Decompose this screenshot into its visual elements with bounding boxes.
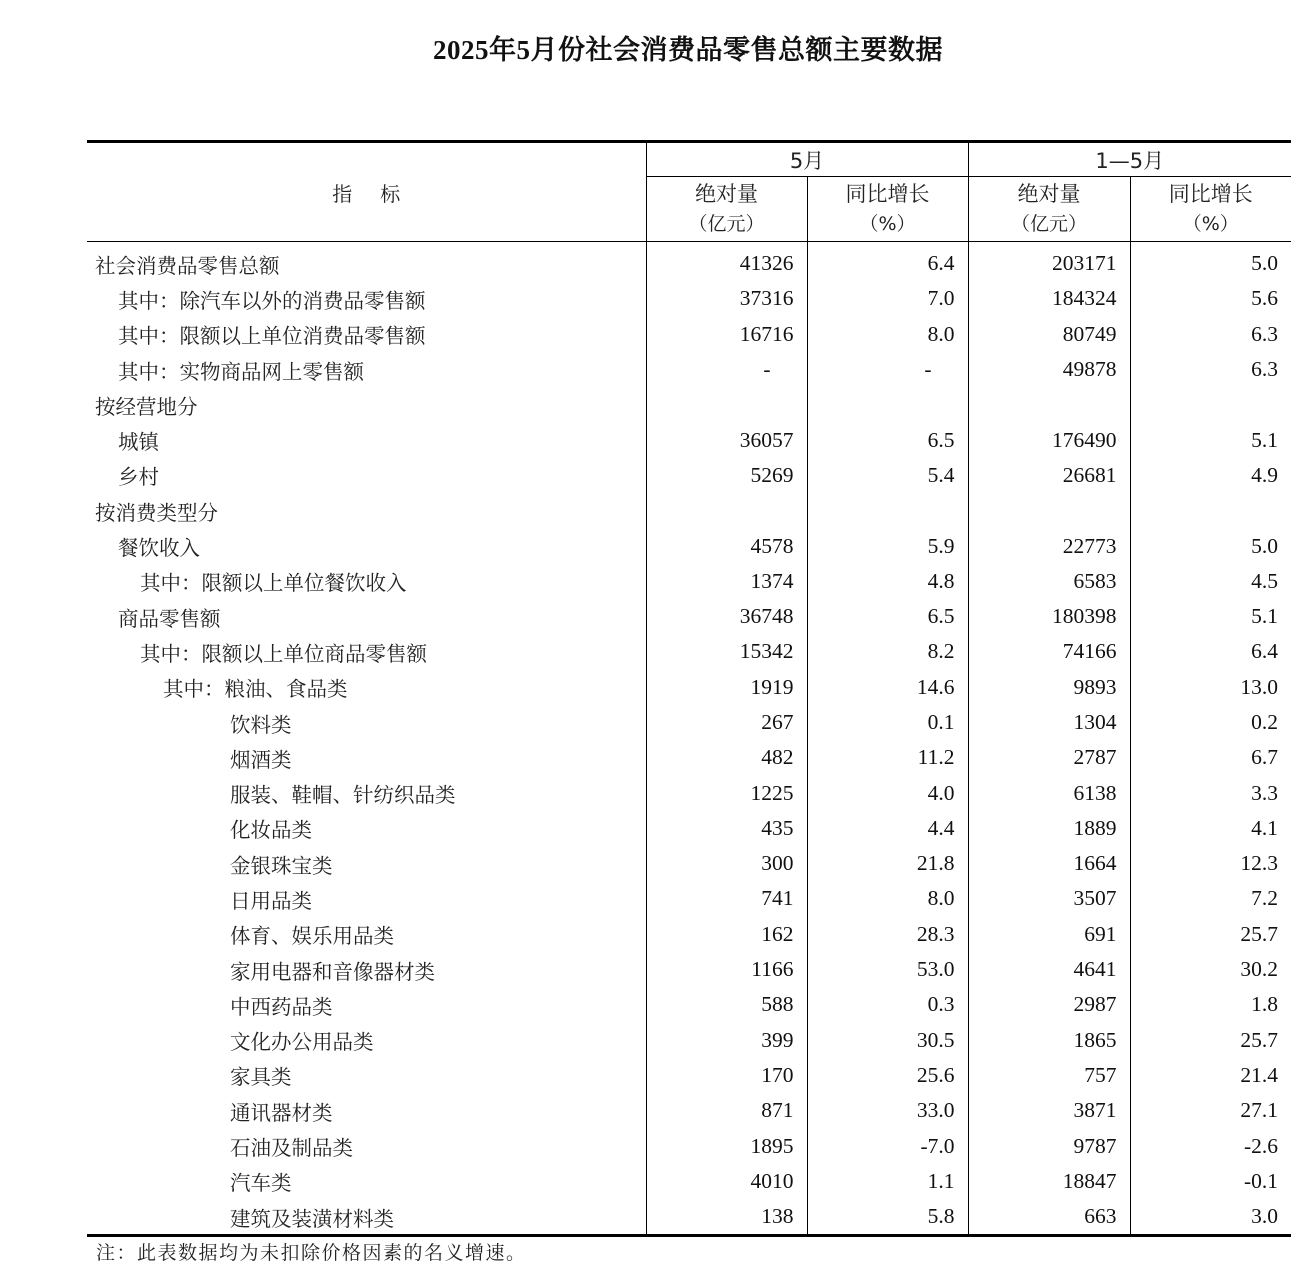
header-period-may: 5月	[646, 142, 968, 177]
cell-ytd-yoy: 5.0	[1130, 242, 1291, 282]
cell-ytd-yoy: 21.4	[1130, 1058, 1291, 1093]
cell-ytd-abs: 74166	[968, 634, 1130, 669]
table-row	[87, 1023, 1291, 1058]
cell-ytd-yoy: 6.3	[1130, 317, 1291, 352]
cell-may-yoy: 8.0	[807, 881, 968, 916]
cell-may-yoy: 6.5	[807, 422, 968, 457]
row-label: 其中：实物商品网上零售额	[118, 359, 364, 384]
cell-may-abs: 36748	[646, 599, 807, 634]
header-unit: （%）	[859, 213, 916, 235]
cell-may-abs: 162	[646, 917, 807, 952]
row-label: 其中：粮油、食品类	[163, 677, 348, 702]
cell-ytd-yoy: 12.3	[1130, 846, 1291, 881]
row-label: 饮料类	[230, 712, 292, 737]
cell-may-yoy: 4.4	[807, 811, 968, 846]
row-label: 社会消费品零售总额	[95, 253, 280, 278]
cell-ytd-abs	[968, 493, 1130, 528]
row-label: 餐饮收入	[118, 536, 200, 561]
header-ytd-yoy	[1130, 177, 1291, 242]
cell-ytd-yoy: 6.4	[1130, 634, 1291, 669]
cell-ytd-yoy: 27.1	[1130, 1093, 1291, 1128]
cell-may-abs: 399	[646, 1023, 807, 1058]
cell-ytd-abs: 1304	[968, 705, 1130, 740]
row-label: 文化办公用品类	[230, 1030, 374, 1055]
cell-ytd-yoy: 4.5	[1130, 564, 1291, 599]
table-row	[87, 775, 1291, 810]
cell-may-abs: 435	[646, 811, 807, 846]
cell-ytd-yoy: 25.7	[1130, 1023, 1291, 1058]
cell-ytd-abs: 691	[968, 917, 1130, 952]
header-unit: （%）	[1182, 213, 1239, 235]
cell-may-abs: 15342	[646, 634, 807, 669]
cell-may-yoy: 25.6	[807, 1058, 968, 1093]
cell-ytd-abs: 3871	[968, 1093, 1130, 1128]
cell-ytd-yoy: 1.8	[1130, 987, 1291, 1022]
footnote: 注：此表数据均为未扣除价格因素的名义增速。	[96, 1242, 527, 1264]
cell-ytd-abs: 176490	[968, 422, 1130, 457]
cell-ytd-yoy: 25.7	[1130, 917, 1291, 952]
cell-ytd-abs: 80749	[968, 317, 1130, 352]
table-row	[87, 1058, 1291, 1093]
row-label: 中西药品类	[230, 994, 333, 1019]
cell-ytd-abs: 184324	[968, 281, 1130, 316]
cell-ytd-abs: 757	[968, 1058, 1130, 1093]
cell-ytd-abs: 663	[968, 1199, 1130, 1236]
table-row	[87, 846, 1291, 881]
table-row	[87, 987, 1291, 1022]
cell-ytd-yoy	[1130, 493, 1291, 528]
cell-ytd-abs: 1889	[968, 811, 1130, 846]
table-row	[87, 952, 1291, 987]
cell-may-yoy: 21.8	[807, 846, 968, 881]
table-row	[87, 317, 1291, 352]
cell-ytd-abs: 1664	[968, 846, 1130, 881]
table-row	[87, 811, 1291, 846]
cell-ytd-yoy: 5.6	[1130, 281, 1291, 316]
cell-may-yoy: 1.1	[807, 1164, 968, 1199]
row-label: 金银珠宝类	[230, 853, 333, 878]
cell-may-yoy: 4.0	[807, 775, 968, 810]
cell-ytd-yoy: -0.1	[1130, 1164, 1291, 1199]
row-label: 按经营地分	[95, 394, 198, 419]
header-label: 同比增长	[1168, 182, 1253, 206]
header-label: 绝对量	[1017, 182, 1081, 206]
cell-ytd-yoy: 6.3	[1130, 352, 1291, 387]
cell-ytd-abs: 3507	[968, 881, 1130, 916]
cell-ytd-abs: 4641	[968, 952, 1130, 987]
row-label: 乡村	[118, 465, 159, 490]
header-period-jan-may: 1—5月	[968, 142, 1291, 177]
cell-ytd-abs: 6138	[968, 775, 1130, 810]
cell-ytd-abs: 18847	[968, 1164, 1130, 1199]
table-body	[87, 242, 1291, 1236]
table-row	[87, 917, 1291, 952]
cell-may-abs	[646, 387, 807, 422]
row-label: 其中：限额以上单位商品零售额	[140, 641, 427, 666]
cell-may-yoy: 7.0	[807, 281, 968, 316]
table-row	[87, 281, 1291, 316]
cell-ytd-abs: 6583	[968, 564, 1130, 599]
cell-may-abs: 138	[646, 1199, 807, 1236]
cell-may-yoy: -7.0	[807, 1128, 968, 1163]
table-row	[87, 242, 1291, 282]
cell-may-abs: 1166	[646, 952, 807, 987]
cell-may-yoy: 33.0	[807, 1093, 968, 1128]
cell-ytd-abs: 2987	[968, 987, 1130, 1022]
table-row	[87, 1093, 1291, 1128]
cell-ytd-yoy: 13.0	[1130, 670, 1291, 705]
table-row	[87, 599, 1291, 634]
row-label: 建筑及装潢材料类	[230, 1206, 394, 1231]
cell-ytd-yoy: 30.2	[1130, 952, 1291, 987]
cell-may-abs: 741	[646, 881, 807, 916]
row-label: 汽车类	[230, 1171, 292, 1196]
cell-may-abs: 41326	[646, 242, 807, 282]
header-may-absolute	[646, 177, 807, 242]
cell-ytd-abs: 22773	[968, 528, 1130, 563]
cell-may-abs: 588	[646, 987, 807, 1022]
cell-may-abs: 4578	[646, 528, 807, 563]
cell-ytd-abs: 180398	[968, 599, 1130, 634]
cell-may-abs: 300	[646, 846, 807, 881]
table-row	[87, 1128, 1291, 1163]
cell-may-yoy: 30.5	[807, 1023, 968, 1058]
cell-may-yoy: 0.1	[807, 705, 968, 740]
cell-may-abs: -	[646, 352, 807, 387]
table-row	[87, 352, 1291, 387]
cell-may-yoy: 5.9	[807, 528, 968, 563]
header-label: 同比增长	[845, 182, 930, 206]
cell-may-yoy: 0.3	[807, 987, 968, 1022]
table-row	[87, 634, 1291, 669]
cell-may-abs: 16716	[646, 317, 807, 352]
cell-ytd-abs: 26681	[968, 458, 1130, 493]
cell-may-yoy	[807, 387, 968, 422]
cell-may-yoy: 5.4	[807, 458, 968, 493]
row-label: 商品零售额	[118, 606, 221, 631]
page-title: 2025年5月份社会消费品零售总额主要数据	[433, 35, 943, 65]
cell-ytd-abs: 9787	[968, 1128, 1130, 1163]
cell-may-yoy: 6.4	[807, 242, 968, 282]
table-row	[87, 1199, 1291, 1236]
header-ytd-absolute	[968, 177, 1130, 242]
cell-ytd-yoy: 3.3	[1130, 775, 1291, 810]
cell-ytd-yoy: 4.9	[1130, 458, 1291, 493]
row-label: 其中：限额以上单位餐饮收入	[140, 571, 407, 596]
row-label: 服装、鞋帽、针纺织品类	[230, 783, 456, 808]
cell-may-yoy: -	[807, 352, 968, 387]
cell-may-yoy: 8.2	[807, 634, 968, 669]
cell-ytd-yoy: 4.1	[1130, 811, 1291, 846]
table-row	[87, 1164, 1291, 1199]
cell-may-yoy: 4.8	[807, 564, 968, 599]
cell-ytd-yoy: -2.6	[1130, 1128, 1291, 1163]
cell-ytd-yoy	[1130, 387, 1291, 422]
cell-may-yoy: 6.5	[807, 599, 968, 634]
table-row	[87, 493, 1291, 528]
cell-may-yoy: 14.6	[807, 670, 968, 705]
row-label: 家具类	[230, 1065, 292, 1090]
retail-sales-table	[87, 140, 1291, 1237]
cell-ytd-abs: 9893	[968, 670, 1130, 705]
row-label: 按消费类型分	[95, 500, 218, 525]
cell-ytd-abs: 203171	[968, 242, 1130, 282]
row-label: 石油及制品类	[230, 1136, 353, 1161]
row-label: 其中：除汽车以外的消费品零售额	[118, 288, 426, 313]
cell-may-abs: 871	[646, 1093, 807, 1128]
header-unit: （亿元）	[1010, 213, 1087, 235]
header-may-yoy	[807, 177, 968, 242]
row-label: 日用品类	[230, 888, 312, 913]
header-indicator: 指标	[87, 142, 646, 242]
cell-ytd-abs: 1865	[968, 1023, 1130, 1058]
table-row	[87, 422, 1291, 457]
row-label: 家用电器和音像器材类	[230, 959, 435, 984]
cell-may-abs: 1225	[646, 775, 807, 810]
cell-ytd-yoy: 6.7	[1130, 740, 1291, 775]
row-label: 体育、娱乐用品类	[230, 924, 394, 949]
cell-ytd-yoy: 0.2	[1130, 705, 1291, 740]
cell-ytd-yoy: 5.1	[1130, 599, 1291, 634]
cell-may-abs: 5269	[646, 458, 807, 493]
cell-may-yoy: 8.0	[807, 317, 968, 352]
cell-may-abs: 1374	[646, 564, 807, 599]
cell-may-abs: 36057	[646, 422, 807, 457]
cell-ytd-abs: 2787	[968, 740, 1130, 775]
cell-may-abs: 267	[646, 705, 807, 740]
cell-ytd-abs: 49878	[968, 352, 1130, 387]
cell-ytd-yoy: 5.0	[1130, 528, 1291, 563]
row-label: 其中：限额以上单位消费品零售额	[118, 324, 426, 349]
cell-may-yoy: 53.0	[807, 952, 968, 987]
header-label: 绝对量	[695, 182, 758, 206]
table-row	[87, 528, 1291, 563]
table-row	[87, 387, 1291, 422]
table-row	[87, 564, 1291, 599]
cell-may-abs: 482	[646, 740, 807, 775]
cell-may-abs	[646, 493, 807, 528]
row-label: 化妆品类	[230, 818, 312, 843]
row-label: 城镇	[118, 430, 159, 455]
table-row	[87, 670, 1291, 705]
table-row	[87, 458, 1291, 493]
cell-may-abs: 170	[646, 1058, 807, 1093]
table-row	[87, 740, 1291, 775]
cell-may-abs: 1895	[646, 1128, 807, 1163]
table-row	[87, 881, 1291, 916]
cell-ytd-yoy: 5.1	[1130, 422, 1291, 457]
cell-ytd-yoy: 3.0	[1130, 1199, 1291, 1236]
cell-ytd-abs	[968, 387, 1130, 422]
header-unit: （亿元）	[688, 213, 765, 235]
cell-may-abs: 37316	[646, 281, 807, 316]
cell-may-abs: 1919	[646, 670, 807, 705]
cell-may-yoy: 28.3	[807, 917, 968, 952]
cell-may-abs: 4010	[646, 1164, 807, 1199]
row-label: 通讯器材类	[230, 1100, 333, 1125]
table-row	[87, 705, 1291, 740]
cell-may-yoy: 5.8	[807, 1199, 968, 1236]
row-label: 烟酒类	[230, 747, 292, 772]
cell-may-yoy: 11.2	[807, 740, 968, 775]
cell-may-yoy	[807, 493, 968, 528]
cell-ytd-yoy: 7.2	[1130, 881, 1291, 916]
